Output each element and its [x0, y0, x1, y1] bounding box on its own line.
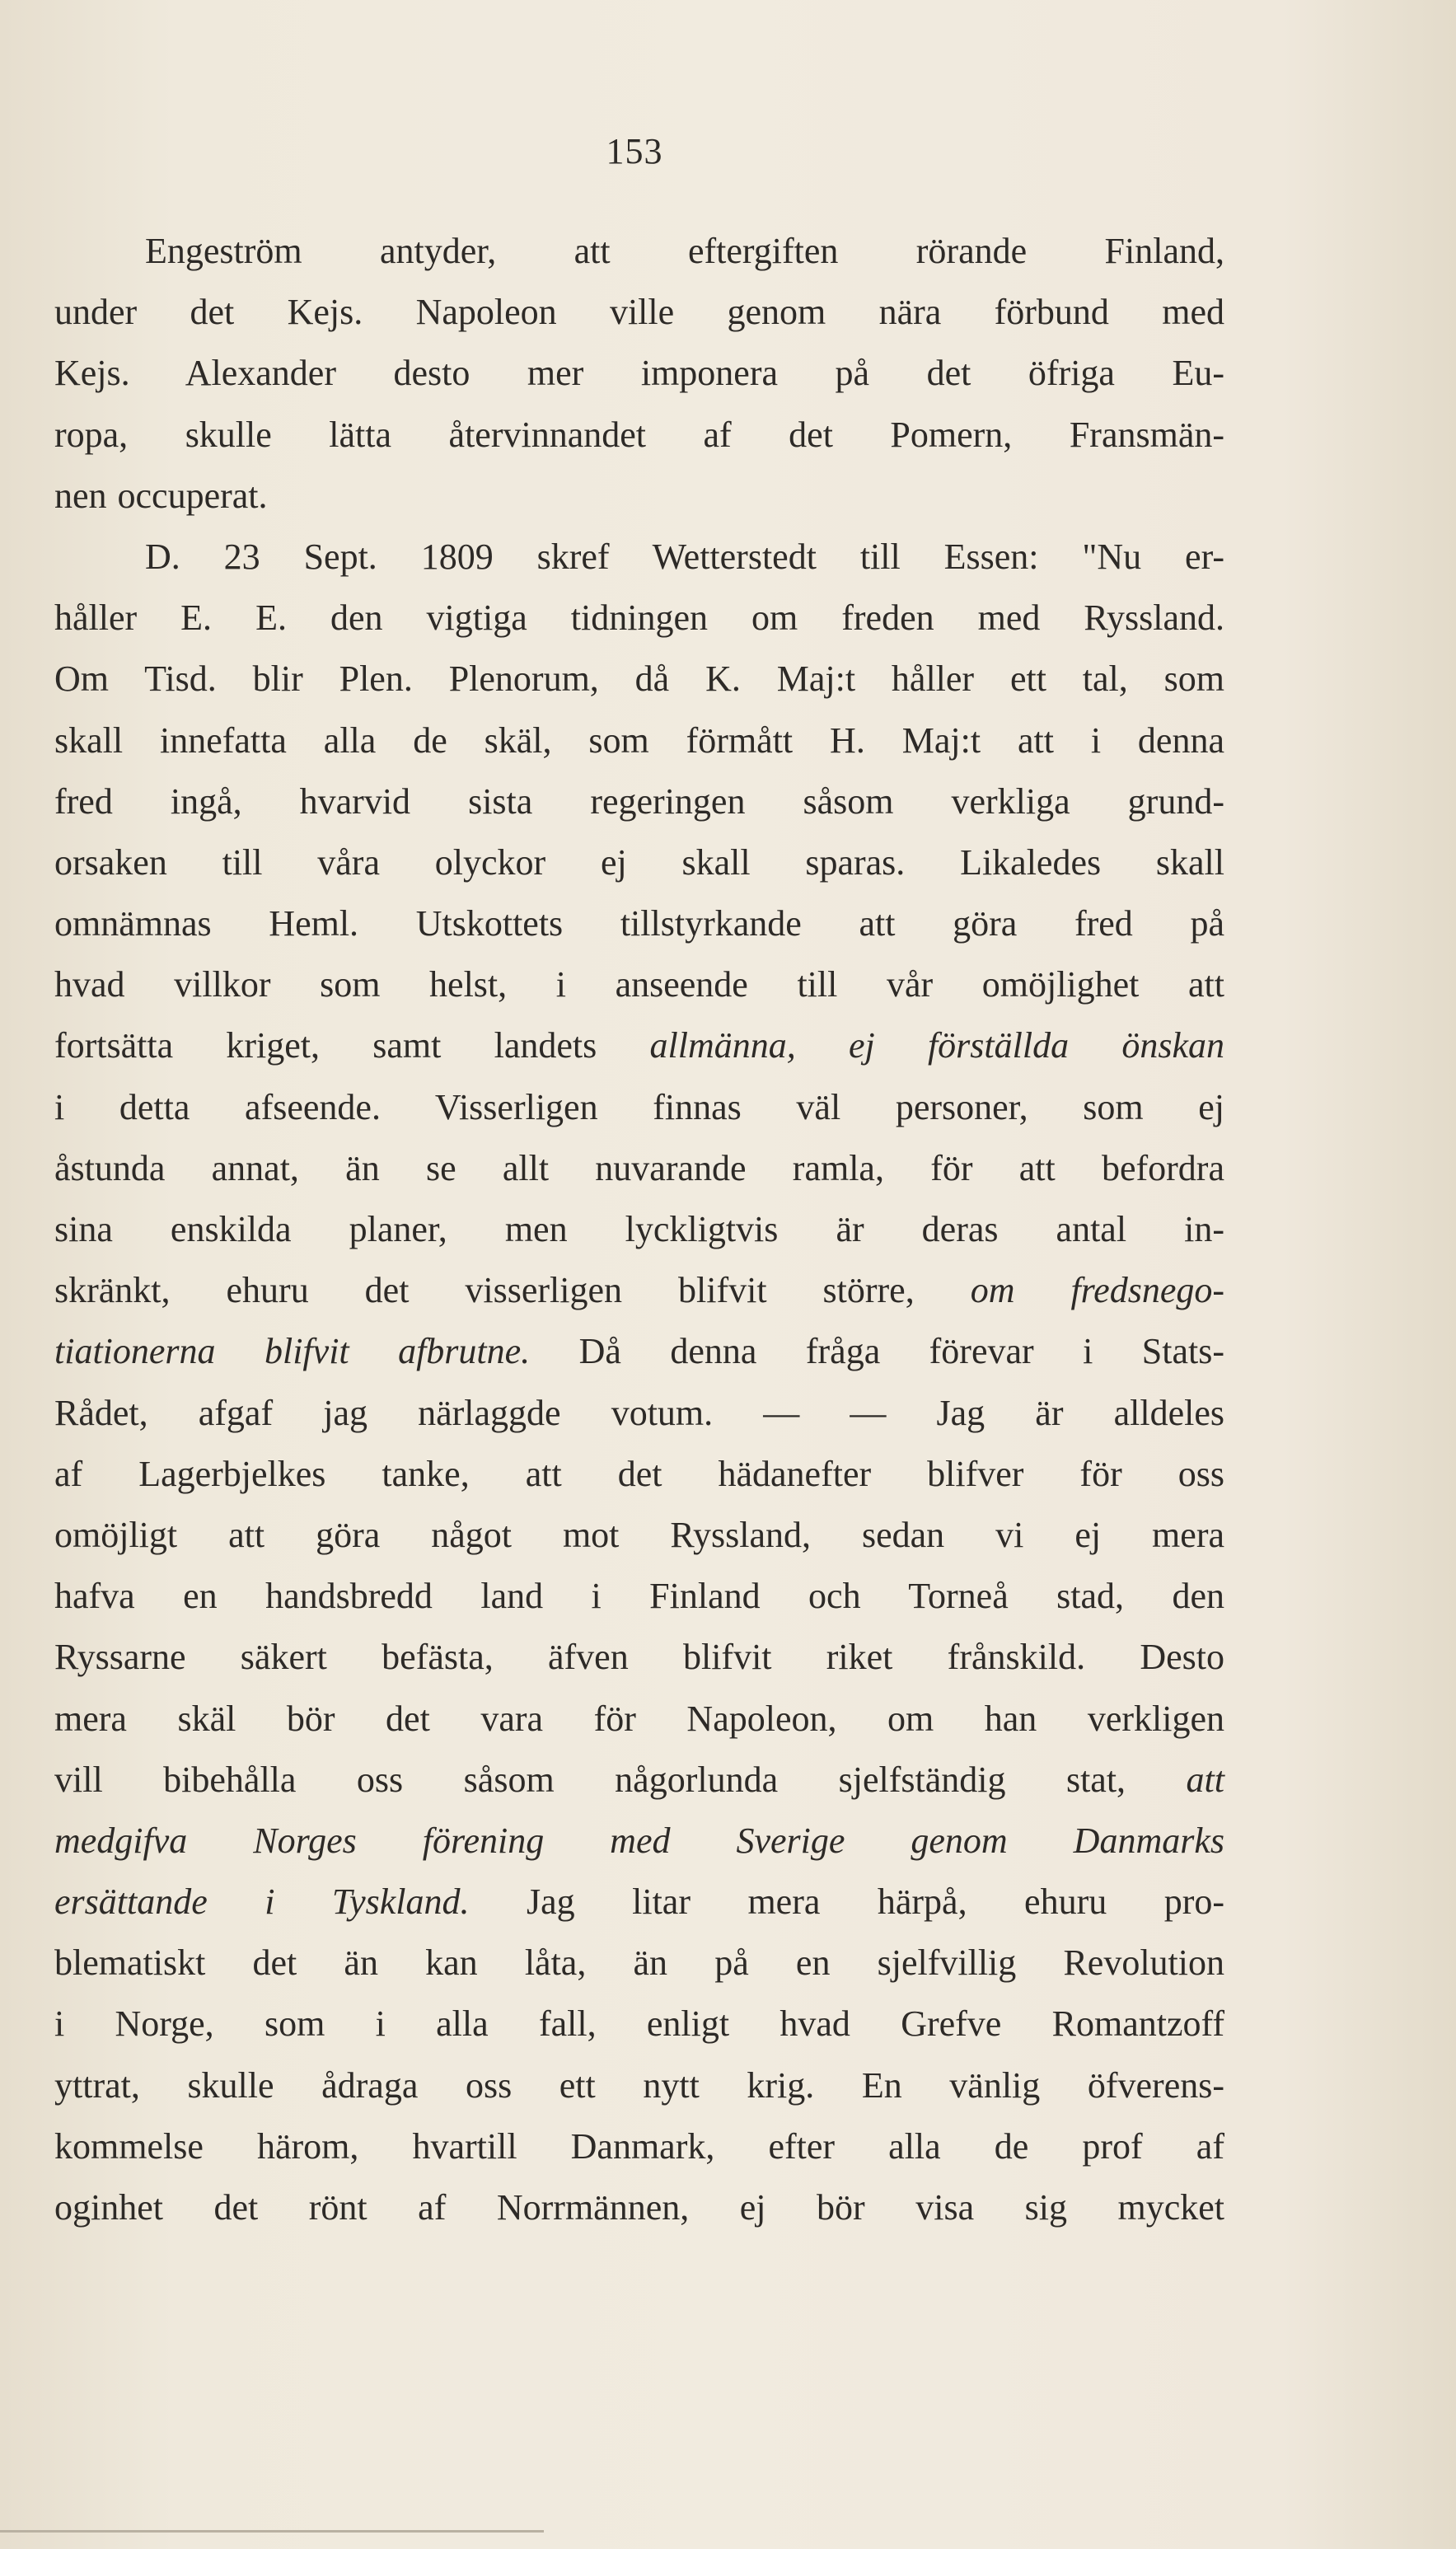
italic-segment: allmänna, ej förställda önskan: [649, 1025, 1224, 1066]
text-line: oginhet det rönt af Norrmännen, ej bör visa sig mycket: [54, 2187, 1224, 2228]
text-line: nen occuperat.: [54, 475, 268, 516]
text-segment: vill bibehålla oss såsom någorlunda sjelfständig stat,: [54, 1759, 1187, 1800]
text-segment: skränkt, ehuru det visserligen blifvit större,: [54, 1270, 971, 1311]
text-line: fred ingå, hvarvid sista regeringen såsom verkliga grund-: [54, 780, 1224, 822]
page-number: 153: [606, 131, 663, 171]
text-line: af Lagerbjelkes tanke, att det hädanefter blifver för oss: [54, 1453, 1224, 1494]
text-line: mera skäl bör det vara för Napoleon, om han verkligen: [54, 1698, 1224, 1739]
bottom-rule: [0, 2530, 544, 2533]
text-line: Rådet, afgaf jag närlaggde votum. — — Jag är alldeles: [54, 1392, 1224, 1433]
text-line: [54, 1811, 1224, 1872]
text-line: åstunda annat, än se allt nuvarande ramla, för att befordra: [54, 1147, 1224, 1188]
text-line: [54, 1260, 1224, 1321]
text-line: Ryssarne säkert befästa, äfven blifvit riket frånskild. Desto: [54, 1637, 1224, 1678]
italic-segment: medgifva Norges förening med Sverige genom Danmarks: [54, 1820, 1224, 1861]
text-line: Kejs. Alexander desto mer imponera på det öfriga Eu-: [54, 353, 1224, 394]
text-line: under det Kejs. Napoleon ville genom nära förbund med: [54, 292, 1224, 333]
text-line: [54, 1015, 1224, 1076]
text-line: hvad villkor som helst, i anseende till vår omöjlighet att: [54, 964, 1224, 1005]
body-text: [54, 221, 1224, 2238]
text-line: omöjligt att göra något mot Ryssland, sedan vi ej mera: [54, 1514, 1224, 1555]
text-line: blematiskt det än kan låta, än på en sjelfvillig Revolution: [54, 1942, 1224, 1984]
text-line: D. 23 Sept. 1809 skref Wetterstedt till Essen: "Nu er-: [145, 536, 1224, 577]
text-line: i Norge, som i alla fall, enligt hvad Grefve Romantzoff: [54, 2003, 1224, 2045]
text-line: skall innefatta alla de skäl, som förmått H. Maj:t att i denna: [54, 719, 1224, 761]
text-line: [54, 1750, 1224, 1811]
text-segment: Då denna fråga förevar i Stats-: [530, 1331, 1224, 1372]
text-line: hafva en handsbredd land i Finland och Torneå stad, den: [54, 1576, 1224, 1617]
text-line: Engeström antyder, att eftergiften rörande Finland,: [145, 231, 1224, 271]
italic-segment: tiationerna blifvit afbrutne.: [54, 1331, 531, 1372]
italic-segment: om fredsnego-: [970, 1270, 1225, 1311]
italic-segment: ersättande i Tyskland.: [54, 1881, 470, 1923]
text-line: omnämnas Heml. Utskottets tillstyrkande att göra fred på: [54, 903, 1224, 944]
text-line: Om Tisd. blir Plen. Plenorum, då K. Maj:t håller ett tal, som: [54, 658, 1224, 700]
text-line: kommelse härom, hvartill Danmark, efter alla de prof af: [54, 2125, 1224, 2167]
text-line: [54, 1321, 1224, 1382]
text-segment: Jag litar mera härpå, ehuru pro-: [469, 1881, 1224, 1923]
text-line: yttrat, skulle ådraga oss ett nytt krig. En vänlig öfverens-: [54, 2064, 1224, 2106]
text-line: orsaken till våra olyckor ej skall sparas. Likaledes skall: [54, 841, 1224, 883]
text-line: [54, 1872, 1224, 1933]
text-segment: fortsätta kriget, samt landets: [54, 1025, 650, 1066]
text-line: håller E. E. den vigtiga tidningen om freden med Ryssland.: [54, 597, 1224, 639]
text-line: ropa, skulle lätta återvinnandet af det Pomern, Fransmän-: [54, 414, 1224, 455]
text-line: i detta afseende. Visserligen finnas väl personer, som ej: [54, 1086, 1224, 1127]
text-line: sina enskilda planer, men lyckligtvis är deras antal in-: [54, 1209, 1224, 1249]
italic-segment: att: [1186, 1759, 1224, 1800]
